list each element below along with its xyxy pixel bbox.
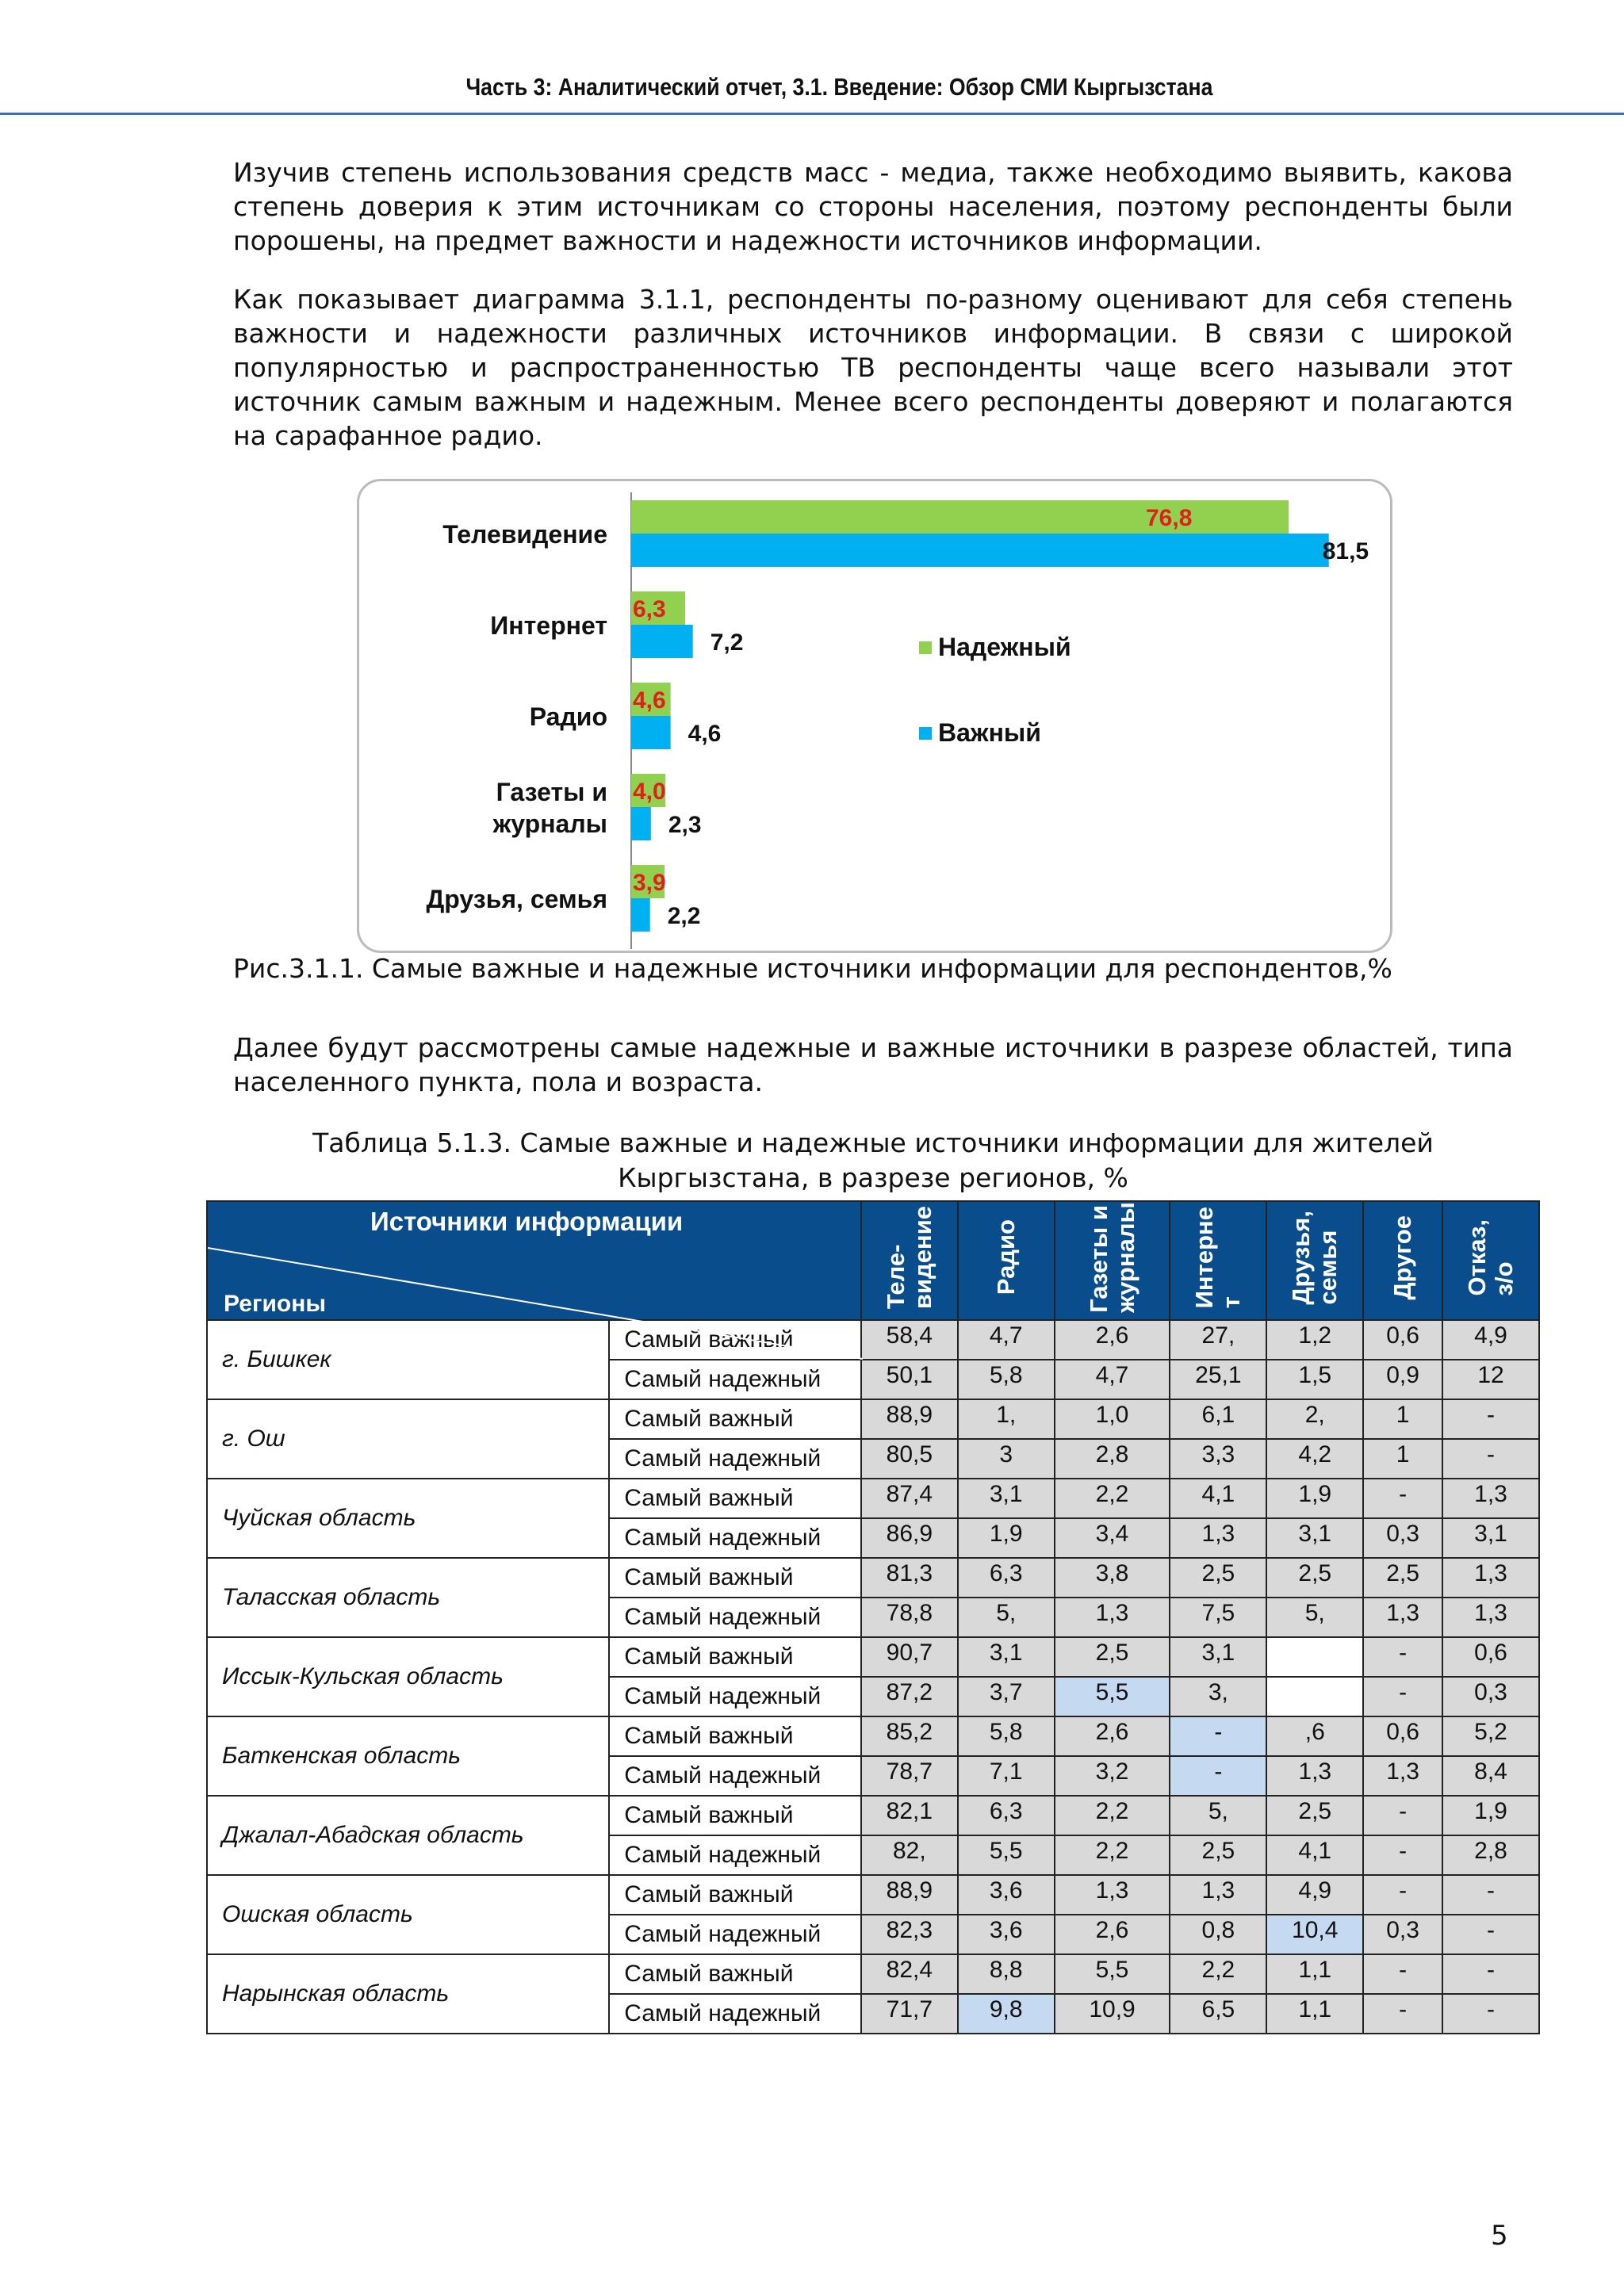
bar-chart bbox=[359, 481, 1390, 951]
table-cell: 1,2 bbox=[1266, 1320, 1363, 1360]
table-cell: 1,9 bbox=[1266, 1479, 1363, 1518]
data-label: 7,2 bbox=[710, 629, 744, 656]
table-cell: 4,7 bbox=[1055, 1360, 1170, 1399]
region-name: Чуйская область bbox=[207, 1479, 609, 1558]
table-cell: 2,5 bbox=[1266, 1796, 1363, 1835]
page-number: 5 bbox=[1491, 2220, 1508, 2252]
table-cell: 1,3 bbox=[1055, 1875, 1170, 1915]
table-cell: 1,3 bbox=[1363, 1756, 1442, 1796]
table-cell: 2,8 bbox=[1055, 1439, 1170, 1479]
table-body bbox=[207, 1320, 1539, 2034]
row-type: Самый важный bbox=[609, 1875, 861, 1915]
table-cell: 5,5 bbox=[1055, 1677, 1170, 1716]
table-cell: 0,6 bbox=[1363, 1320, 1442, 1360]
table-cell: 1 bbox=[1363, 1399, 1442, 1439]
table-row bbox=[207, 1796, 1539, 1835]
table-cell: - bbox=[1170, 1756, 1266, 1796]
table-cell: 5,8 bbox=[958, 1716, 1055, 1756]
table-cell: - bbox=[1442, 1954, 1539, 1994]
col-header-other: Другое bbox=[1388, 1215, 1417, 1300]
row-type: Самый надежный bbox=[609, 1756, 861, 1796]
bar-important bbox=[631, 807, 651, 840]
table-cell: 4,7 bbox=[958, 1320, 1055, 1360]
table-cell: 1,3 bbox=[1442, 1558, 1539, 1598]
col-header bbox=[1442, 1201, 1539, 1320]
row-type: Самый надежный bbox=[609, 1360, 861, 1399]
table-row bbox=[207, 1716, 1539, 1756]
table-cell: 87,4 bbox=[861, 1479, 958, 1518]
table-cell: 2,2 bbox=[1170, 1954, 1266, 1994]
row-type: Самый надежный bbox=[609, 1439, 861, 1479]
table-cell: 85,2 bbox=[861, 1716, 958, 1756]
table-cell: 2,2 bbox=[1055, 1479, 1170, 1518]
table-row bbox=[207, 1875, 1539, 1915]
table-cell: - bbox=[1363, 1677, 1442, 1716]
table-cell: 3,6 bbox=[958, 1875, 1055, 1915]
table-cell: 4,1 bbox=[1266, 1835, 1363, 1875]
table-cell: 2,2 bbox=[1055, 1835, 1170, 1875]
chart-description-paragraph: Как показывает диаграмма 3.1.1, респонденты по-разному оценивают для себя степень важности и надежности различных источников информации. В связи с широкой популярностью и распространенностью ТВ респонденты чаще всего называли этот источник самым важным и надежным. Менее всего респонденты доверяют и полагаются на сарафанное радио. bbox=[233, 284, 1513, 451]
region-name: Иссык-Кульская область bbox=[207, 1637, 609, 1716]
table-cell: 5,8 bbox=[958, 1360, 1055, 1399]
table-cell: 6,3 bbox=[958, 1796, 1055, 1835]
col-header-newspapers: Газеты и журналы bbox=[1084, 1202, 1139, 1313]
table-cell: - bbox=[1363, 1994, 1442, 2034]
table-cell: - bbox=[1363, 1479, 1442, 1518]
col-header bbox=[1170, 1201, 1266, 1320]
table-cell: - bbox=[1442, 1915, 1539, 1954]
table-cell: 1,1 bbox=[1266, 1954, 1363, 1994]
table-cell: 1,5 bbox=[1266, 1360, 1363, 1399]
table-cell: 3 bbox=[958, 1439, 1055, 1479]
col-header bbox=[958, 1201, 1055, 1320]
row-type: Самый надежный bbox=[609, 1598, 861, 1637]
table-cell: 5, bbox=[1170, 1796, 1266, 1835]
table-cell: 1,9 bbox=[1442, 1796, 1539, 1835]
table-caption-line1: Таблица 5.1.3. Самые важные и надежные источники информации для жителей bbox=[312, 1127, 1434, 1158]
table-cell: 0,3 bbox=[1442, 1677, 1539, 1716]
data-label: 3,9 bbox=[633, 870, 666, 896]
region-name: Нарынская область bbox=[207, 1954, 609, 2034]
table-header-row bbox=[207, 1201, 1539, 1320]
category-label: Телевидение bbox=[442, 520, 607, 549]
table-row bbox=[207, 1637, 1539, 1677]
table-cell: 3,1 bbox=[1266, 1518, 1363, 1558]
table-cell: 4,2 bbox=[1266, 1439, 1363, 1479]
table-cell: 1, bbox=[958, 1399, 1055, 1439]
table-cell: 3,3 bbox=[1170, 1439, 1266, 1479]
region-name: Баткенская область bbox=[207, 1716, 609, 1796]
chart-frame bbox=[357, 479, 1392, 953]
table-cell: 87,2 bbox=[861, 1677, 958, 1716]
row-type: Самый важный bbox=[609, 1558, 861, 1598]
bar-important bbox=[631, 534, 1329, 567]
table-cell: - bbox=[1442, 1399, 1539, 1439]
table-cell: 0,9 bbox=[1363, 1360, 1442, 1399]
data-label: 4,0 bbox=[633, 779, 666, 805]
table-cell: 4,9 bbox=[1266, 1875, 1363, 1915]
data-label: 81,5 bbox=[1322, 538, 1369, 564]
table-cell: 9,8 bbox=[958, 1994, 1055, 2034]
corner-sources-label: Источники информации bbox=[370, 1207, 684, 1236]
table-cell: 1,9 bbox=[958, 1518, 1055, 1558]
table-cell: 1,3 bbox=[1363, 1598, 1442, 1637]
table-cell: 7,5 bbox=[1170, 1598, 1266, 1637]
col-header bbox=[861, 1201, 958, 1320]
corner-regions-label: Регионы bbox=[224, 1291, 326, 1317]
table-cell: 2,5 bbox=[1363, 1558, 1442, 1598]
table-caption-line2: Кыргызстана, в разрезе регионов, % bbox=[618, 1162, 1128, 1193]
table-row bbox=[207, 1558, 1539, 1598]
table-cell: - bbox=[1442, 1994, 1539, 2034]
table-cell: 1,3 bbox=[1170, 1518, 1266, 1558]
row-type: Самый важный bbox=[609, 1399, 861, 1439]
table-cell: 5,5 bbox=[1055, 1954, 1170, 1994]
table-cell: 0,3 bbox=[1363, 1915, 1442, 1954]
table-cell: 1,3 bbox=[1055, 1598, 1170, 1637]
table-cell: 8,4 bbox=[1442, 1756, 1539, 1796]
row-type: Самый надежный bbox=[609, 1518, 861, 1558]
intro-paragraph: Изучив степень использования средств масс - медиа, также необходимо выявить, какова степень доверия к этим источникам со стороны населения, поэтому респонденты были порошены, на предмет важности и надежности источников информации. bbox=[233, 157, 1513, 256]
table-row bbox=[207, 1954, 1539, 1994]
row-type: Самый важный bbox=[609, 1716, 861, 1756]
data-label: 6,3 bbox=[633, 596, 666, 622]
table-cell: 1,0 bbox=[1055, 1399, 1170, 1439]
table-cell bbox=[1266, 1677, 1363, 1716]
table-cell: 10,4 bbox=[1266, 1915, 1363, 1954]
table-cell: 3,2 bbox=[1055, 1756, 1170, 1796]
table-cell: 2,5 bbox=[1170, 1835, 1266, 1875]
table-cell: 8,8 bbox=[958, 1954, 1055, 1994]
table-cell: 1 bbox=[1363, 1439, 1442, 1479]
region-name: г. Бишкек bbox=[207, 1320, 609, 1399]
table-cell: 5, bbox=[1266, 1598, 1363, 1637]
row-type: Самый надежный bbox=[609, 1915, 861, 1954]
category-label: Газеты и журналы bbox=[492, 778, 607, 838]
table-cell: - bbox=[1363, 1835, 1442, 1875]
table-cell: 88,9 bbox=[861, 1875, 958, 1915]
col-header bbox=[1055, 1201, 1170, 1320]
table-cell: 81,3 bbox=[861, 1558, 958, 1598]
table-cell: - bbox=[1363, 1637, 1442, 1677]
table-cell: 2,6 bbox=[1055, 1320, 1170, 1360]
table-cell: 1,3 bbox=[1170, 1875, 1266, 1915]
col-header-tv: Теле- видение bbox=[881, 1205, 936, 1309]
table-cell: 3, bbox=[1170, 1677, 1266, 1716]
table-cell: 82,3 bbox=[861, 1915, 958, 1954]
table-cell: 2,5 bbox=[1170, 1558, 1266, 1598]
table-cell: 1,3 bbox=[1442, 1479, 1539, 1518]
table-cell: 3,1 bbox=[958, 1637, 1055, 1677]
table-cell: 50,1 bbox=[861, 1360, 958, 1399]
bar-important bbox=[631, 898, 650, 932]
category-label: Друзья, семья bbox=[426, 885, 607, 913]
table-cell: 2,8 bbox=[1442, 1835, 1539, 1875]
data-label: 2,3 bbox=[668, 812, 702, 838]
table-cell: 3,6 bbox=[958, 1915, 1055, 1954]
table-cell: 3,8 bbox=[1055, 1558, 1170, 1598]
table-cell: 80,5 bbox=[861, 1439, 958, 1479]
table-cell: - bbox=[1363, 1954, 1442, 1994]
table-cell: - bbox=[1170, 1716, 1266, 1756]
region-name: Ошская область bbox=[207, 1875, 609, 1954]
category-label: Интернет bbox=[490, 611, 607, 640]
table-cell: 5,2 bbox=[1442, 1716, 1539, 1756]
table-cell: 0,8 bbox=[1170, 1915, 1266, 1954]
row-type: Самый важный bbox=[609, 1320, 861, 1360]
table-cell: 6,1 bbox=[1170, 1399, 1266, 1439]
table-intro-paragraph: Далее будут рассмотрены самые надежные и важные источники в разрезе областей, типа населенного пункта, пола и возраста. bbox=[233, 1032, 1513, 1097]
table-cell: 1,3 bbox=[1266, 1756, 1363, 1796]
data-label: 2,2 bbox=[667, 903, 701, 929]
table-cell: 5, bbox=[958, 1598, 1055, 1637]
table-cell: 6,3 bbox=[958, 1558, 1055, 1598]
row-type: Самый важный bbox=[609, 1479, 861, 1518]
table-cell: 3,1 bbox=[958, 1479, 1055, 1518]
table-cell: 6,5 bbox=[1170, 1994, 1266, 2034]
col-header bbox=[1363, 1201, 1442, 1320]
table-cell: 7,1 bbox=[958, 1756, 1055, 1796]
table-cell: 25,1 bbox=[1170, 1360, 1266, 1399]
row-type: Самый важный bbox=[609, 1796, 861, 1835]
table-cell: 3,7 bbox=[958, 1677, 1055, 1716]
table-cell: - bbox=[1442, 1439, 1539, 1479]
col-header-friends: Друзья, семья bbox=[1287, 1210, 1342, 1305]
table-cell: - bbox=[1363, 1875, 1442, 1915]
legend-swatch bbox=[919, 641, 932, 654]
col-header-internet: Интерне т bbox=[1190, 1206, 1246, 1309]
legend-label: Важный bbox=[938, 718, 1041, 747]
row-type: Самый важный bbox=[609, 1637, 861, 1677]
table-cell: 2,5 bbox=[1266, 1558, 1363, 1598]
table-cell: 27, bbox=[1170, 1320, 1266, 1360]
category-label: Радио bbox=[529, 702, 607, 731]
table-corner-header bbox=[207, 1201, 861, 1320]
table-cell: 82,1 bbox=[861, 1796, 958, 1835]
table-cell: - bbox=[1442, 1875, 1539, 1915]
table-row bbox=[207, 1479, 1539, 1518]
table-cell: 2,6 bbox=[1055, 1915, 1170, 1954]
table-cell: 2,6 bbox=[1055, 1716, 1170, 1756]
data-label: 4,6 bbox=[688, 721, 722, 747]
table-cell: 58,4 bbox=[861, 1320, 958, 1360]
regions-table bbox=[206, 1200, 1540, 2034]
table-cell bbox=[1266, 1637, 1363, 1677]
table-cell: 86,9 bbox=[861, 1518, 958, 1558]
table-cell: 5,5 bbox=[958, 1835, 1055, 1875]
row-type: Самый важный bbox=[609, 1954, 861, 1994]
data-label: 4,6 bbox=[633, 687, 666, 714]
table-cell: 3,1 bbox=[1170, 1637, 1266, 1677]
data-label: 76,8 bbox=[1146, 505, 1193, 531]
table-cell: 71,7 bbox=[861, 1994, 958, 2034]
col-header bbox=[1266, 1201, 1363, 1320]
header-title: Часть 3: Аналитический отчет, 3.1. Введение: Обзор СМИ Кыргызстана bbox=[465, 73, 1213, 101]
table-cell: 1,1 bbox=[1266, 1994, 1363, 2034]
table-cell: 2,5 bbox=[1055, 1637, 1170, 1677]
legend-swatch bbox=[919, 727, 932, 740]
table-cell: ,6 bbox=[1266, 1716, 1363, 1756]
table-row bbox=[207, 1399, 1539, 1439]
region-name: г. Ош bbox=[207, 1399, 609, 1479]
table-cell: 0,6 bbox=[1442, 1637, 1539, 1677]
table-cell: 82, bbox=[861, 1835, 958, 1875]
col-header-refusal: Отказ, з/о bbox=[1463, 1219, 1519, 1296]
table-cell: 90,7 bbox=[861, 1637, 958, 1677]
table-cell: 12 bbox=[1442, 1360, 1539, 1399]
page-header bbox=[0, 73, 1624, 115]
bar-important bbox=[631, 716, 671, 749]
table-cell: 2,2 bbox=[1055, 1796, 1170, 1835]
row-type: Самый надежный bbox=[609, 1835, 861, 1875]
table-cell: 78,8 bbox=[861, 1598, 958, 1637]
table-cell: 4,1 bbox=[1170, 1479, 1266, 1518]
col-header-radio: Радио bbox=[991, 1219, 1020, 1295]
table-cell: 2, bbox=[1266, 1399, 1363, 1439]
table-cell: 3,4 bbox=[1055, 1518, 1170, 1558]
table-cell: 3,1 bbox=[1442, 1518, 1539, 1558]
table-caption bbox=[233, 1126, 1513, 1196]
row-type: Самый надежный bbox=[609, 1994, 861, 2034]
figure-caption: Рис.3.1.1. Самые важные и надежные источники информации для респондентов,% bbox=[233, 953, 1392, 984]
table-cell: 82,4 bbox=[861, 1954, 958, 1994]
table-cell: 0,3 bbox=[1363, 1518, 1442, 1558]
table-cell: 1,3 bbox=[1442, 1598, 1539, 1637]
region-name: Таласская область bbox=[207, 1558, 609, 1637]
row-type: Самый надежный bbox=[609, 1677, 861, 1716]
table-cell: - bbox=[1363, 1796, 1442, 1835]
table-cell: 4,9 bbox=[1442, 1320, 1539, 1360]
table-cell: 88,9 bbox=[861, 1399, 958, 1439]
region-name: Джалал-Абадская область bbox=[207, 1796, 609, 1875]
table-cell: 0,6 bbox=[1363, 1716, 1442, 1756]
bar-important bbox=[631, 625, 693, 658]
table-cell: 78,7 bbox=[861, 1756, 958, 1796]
table-cell: 10,9 bbox=[1055, 1994, 1170, 2034]
legend-label: Надежный bbox=[938, 633, 1071, 661]
